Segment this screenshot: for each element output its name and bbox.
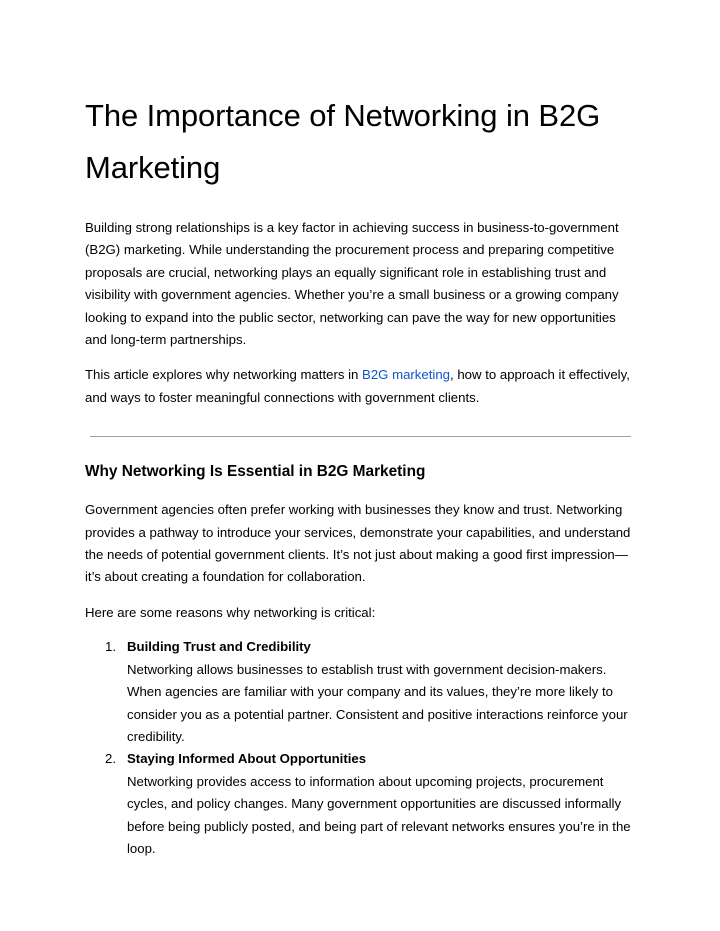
reasons-list bbox=[85, 636, 637, 860]
list-item-title: Staying Informed About Opportunities bbox=[127, 751, 367, 767]
article-scope-paragraph bbox=[85, 364, 637, 409]
list-item bbox=[85, 636, 637, 748]
section-paragraph: Government agencies often prefer working with businesses they know and trust. Networking provides a pathway to introduce your services, demonstrate your capabilities, and understand the needs of potential government clients. It’s not just about making a good first impression—it’s about creating a foundation for collaboration. bbox=[85, 502, 631, 585]
intro-paragraph: Building strong relationships is a key factor in achieving success in business-to-government (B2G) marketing. While understanding the procurement process and preparing competitive proposals are crucial, networking plays an equally significant role in establishing trust and visibility with government agencies. Whether you’re a small business or a growing company looking to expand into the public sector, networking can pave the way for new opportunities and long-term partnerships. bbox=[85, 220, 619, 348]
horizontal-divider bbox=[90, 436, 631, 437]
document-body bbox=[85, 90, 637, 860]
list-item-number: 2. bbox=[105, 751, 116, 767]
list-item-number: 1. bbox=[105, 639, 116, 655]
list-intro-paragraph: Here are some reasons why networking is critical: bbox=[85, 604, 376, 620]
b2g-marketing-link[interactable]: B2G marketing bbox=[362, 367, 451, 383]
list-item-text: Networking provides access to information about upcoming projects, procurement cycles, and policy changes. Many government opportunities are discussed informally before being publicly posted, and being part of relevant networks ensures you’re in the loop. bbox=[127, 773, 631, 856]
article-scope-text-before-link: This article explores why networking matters in bbox=[85, 367, 363, 383]
list-item-text: Networking allows businesses to establish trust with government decision-makers. When agencies are familiar with your company and its values, they’re more likely to consider you as a potential partner. Consistent and positive interactions reinforce your credibility. bbox=[127, 661, 628, 744]
section-heading: Why Networking Is Essential in B2G Marketing bbox=[85, 463, 426, 481]
list-item bbox=[85, 748, 637, 860]
article-scope-text-after-link: , how to approach it effectively, and ways to foster meaningful connections with government clients. bbox=[85, 367, 630, 405]
list-item-title: Building Trust and Credibility bbox=[127, 639, 311, 655]
page-title: The Importance of Networking in B2G Marketing bbox=[85, 98, 601, 185]
